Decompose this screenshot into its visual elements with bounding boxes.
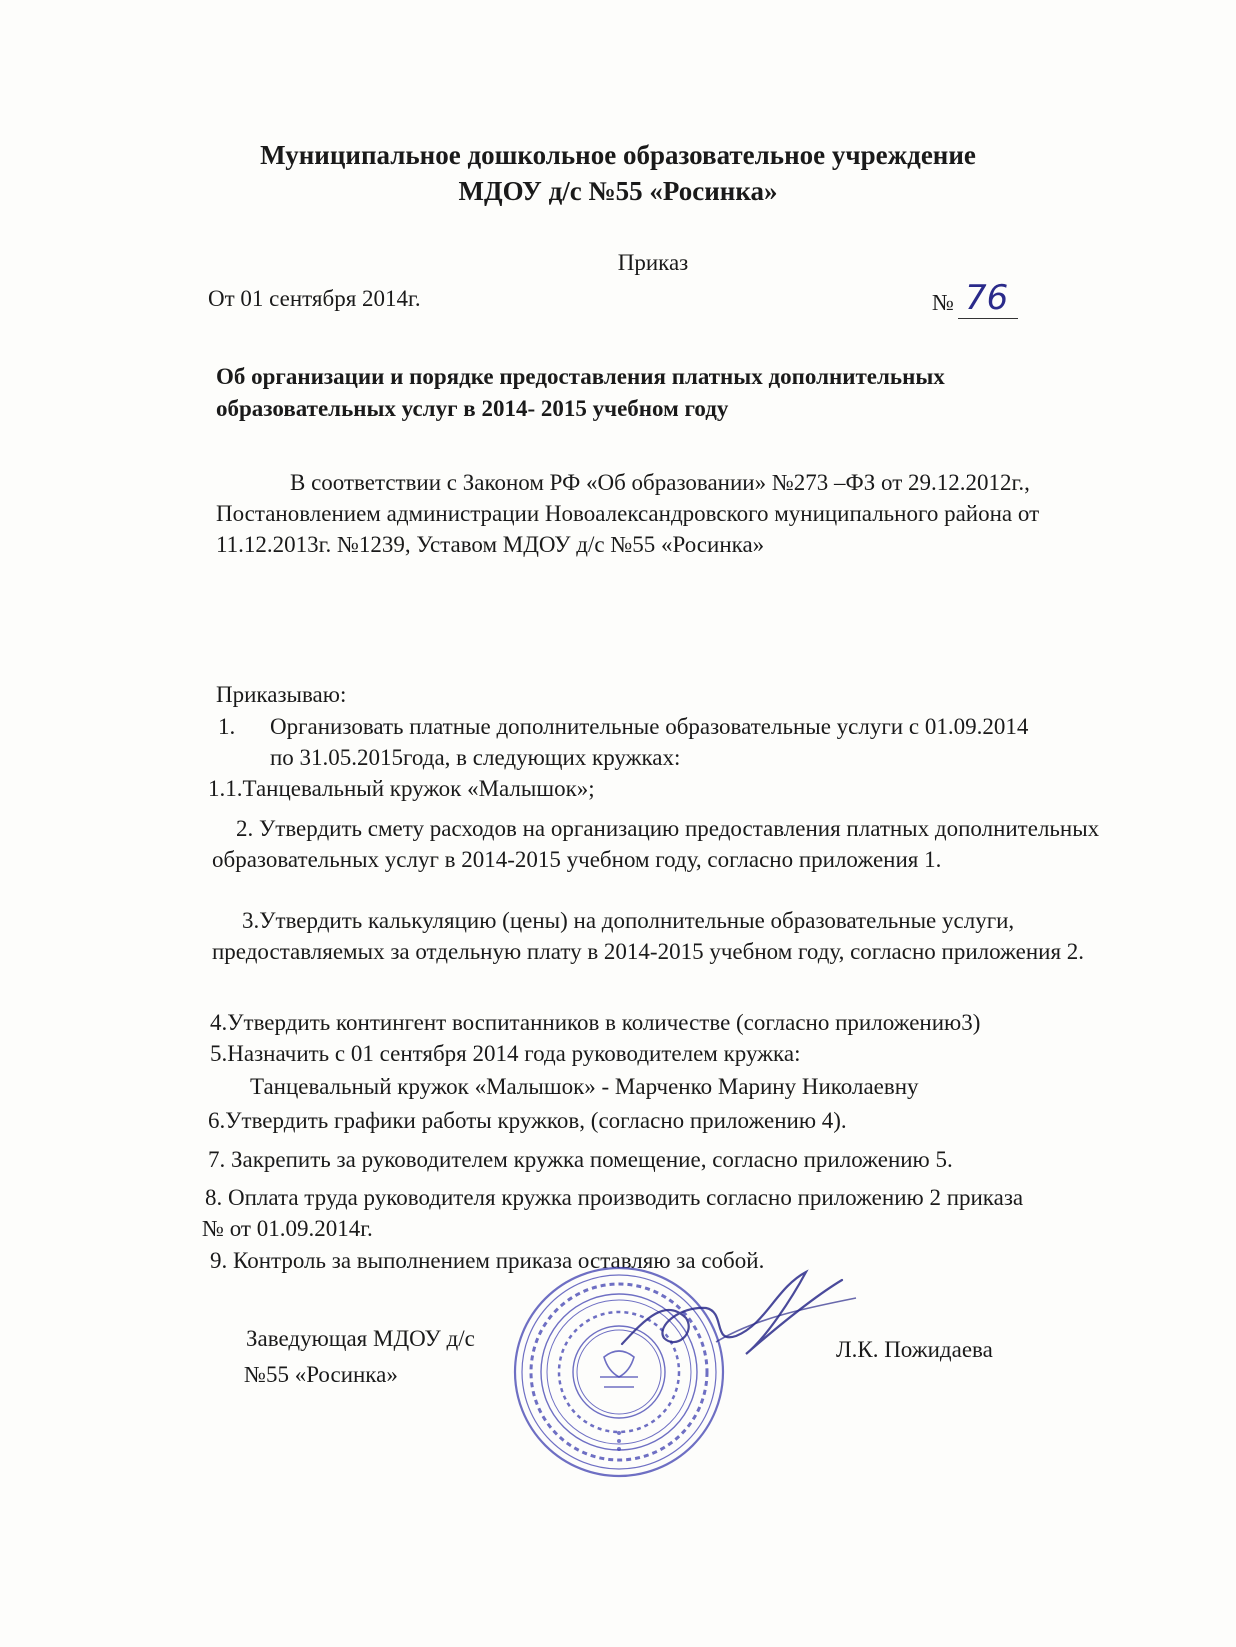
order-number-label: № [932, 290, 954, 315]
item-2-line-2: образовательных услуг в 2014-2015 учебном году, согласно приложения 1. [212, 847, 942, 872]
handwritten-signature [616, 1258, 866, 1368]
order-number-handwritten: 76 [965, 278, 1009, 318]
item-1-number: 1. [218, 714, 236, 739]
item-8-line-2: № от 01.09.2014г. [202, 1216, 373, 1241]
order-date: От 01 сентября 2014г. [208, 286, 421, 311]
item-3-line-1: 3.Утвердить калькуляцию (цены) на дополнительные образовательные услуги, [242, 908, 1015, 933]
item-8-line-1: 8. Оплата труда руководителя кружка производить согласно приложению 2 приказа [205, 1185, 1024, 1210]
item-5-line-1: 5.Назначить с 01 сентября 2014 года руководителем кружка: [210, 1041, 801, 1066]
institution-short-name: МДОУ д/с №55 «Росинка» [458, 176, 778, 206]
signatory-name: Л.К. Пожидаева [836, 1337, 993, 1362]
item-7: 7. Закрепить за руководителем кружка помещение, согласно приложению 5. [208, 1147, 953, 1172]
signatory-position-line-1: Заведующая МДОУ д/с [246, 1326, 475, 1351]
order-number-underline [958, 318, 1018, 319]
item-1-line-1: Организовать платные дополнительные образовательные услуги с 01.09.2014 [270, 714, 1029, 739]
item-4: 4.Утвердить контингент воспитанников в количестве (согласно приложению3) [210, 1010, 981, 1035]
preamble-line-3: 11.12.2013г. №1239, Уставом МДОУ д/с №55 «Росинка» [216, 532, 765, 557]
item-5-line-2: Танцевальный кружок «Малышок» - Марченко Марину Николаевну [250, 1074, 919, 1099]
item-3-line-2: предоставляемых за отдельную плату в 2014-2015 учебном году, согласно приложения 2. [212, 939, 1085, 964]
signatory-position-line-2: №55 «Росинка» [244, 1362, 398, 1387]
document-type: Приказ [617, 250, 689, 275]
item-9: 9. Контроль за выполнением приказа оставляю за собой. [210, 1248, 765, 1273]
item-6: 6.Утвердить графики работы кружков, (согласно приложению 4). [208, 1108, 847, 1133]
subject-line-1: Об организации и порядке предоставления платных дополнительных [216, 364, 945, 389]
item-2-line-1: 2. Утвердить смету расходов на организацию предоставления платных дополнительных [236, 816, 1100, 841]
institution-name: Муниципальное дошкольное образовательное учреждение [260, 140, 976, 170]
subject-line-2: образовательных услуг в 2014- 2015 учебном году [216, 396, 729, 421]
preamble-line-1: В соответствии с Законом РФ «Об образовании» №273 –ФЗ от 29.12.2012г., [290, 470, 1030, 495]
order-word: Приказываю: [216, 682, 347, 707]
item-1-line-2: по 31.05.2015года, в следующих кружках: [270, 745, 681, 770]
item-1-1: 1.1.Танцевальный кружок «Малышок»; [208, 776, 595, 801]
preamble-line-2: Постановлением администрации Новоалександровского муниципального района от [216, 501, 1040, 526]
